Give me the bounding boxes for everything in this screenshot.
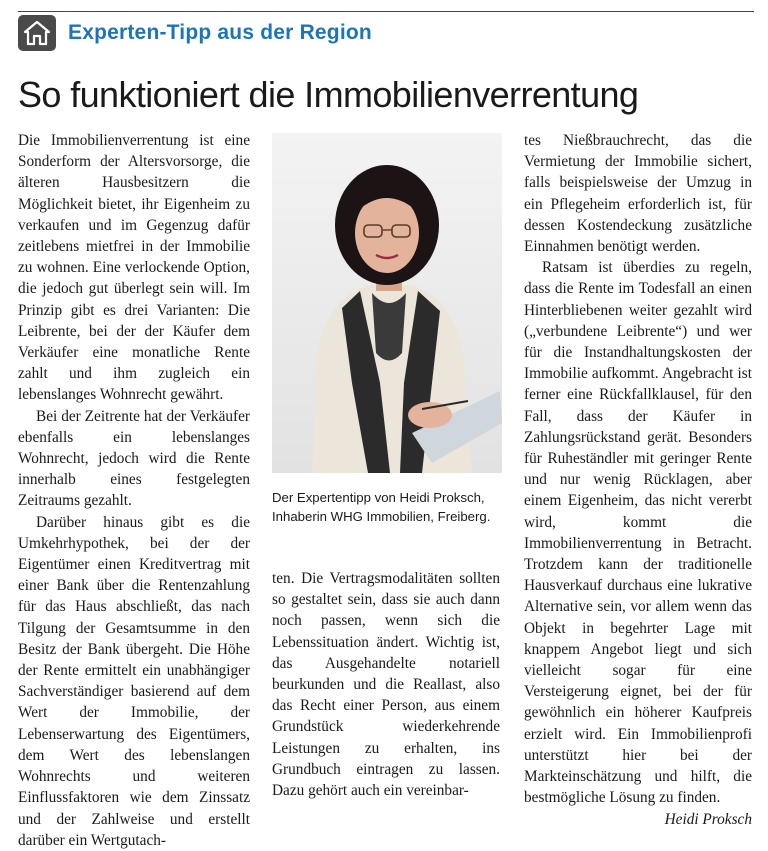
- rubric-label: Experten-Tipp aus der Region: [68, 21, 372, 44]
- expert-photo: [272, 133, 502, 473]
- paragraph: ten. Die Vertragsmodalitäten sollten so gestaltet sein, dass sie auch dann noch passen, wenn sich die Lebenssituation ändert. Wichtig ist, das Ausgehandelte notariell beurkunden und die Reallast, also das Recht einer Person, aus einem Grundstück wiederkehrende Leistungen zu erhalten, ins Grundbuch eintragen zu lassen. Dazu gehört auch ein vereinbar-: [272, 570, 500, 800]
- top-rule: [18, 11, 754, 12]
- article-column-1: [18, 130, 250, 851]
- paragraph: Ratsam ist überdies zu regeln, dass die Rente im Todesfall an einen Hinterbliebenen weiter gezahlt wird („verbundene Leibrente“) und wer für die Instandhaltungskosten der Immobilie aufkommt. Angebracht ist ferner eine Rückfallklausel, für den Fall, dass der Käufer in Zahlungsrückstand gerät. Besonders für Ruheständler mit geringer Rente und nur wenig Rücklagen, aber einem Eigenheim, das nicht vererbt wird, kommt die Immobilienverrentung in Betracht. Trotzdem kann der traditionelle Hausverkauf durchaus eine lukrative Alternative sein, vor allem wenn das Objekt in begehrter Lage mit knappem Angebot liegt und sich vielleicht sogar für eine Versteigerung eignet, bei der für gewöhnlich ein höherer Kaufpreis erzielt wird. Ein Immobilienprofi unterstützt hier bei der Markteinschätzung und hilft, die bestmögliche Lösung zu finden.: [524, 259, 752, 807]
- paragraph: Die Immobilienverrentung ist eine Sonderform der Altersvorsorge, die älteren Hausbesitzern die Möglichkeit bietet, ihr Eigenheim zu verkaufen und im Gegenzug dafür zeitlebens mietfrei in der Immobilie zu wohnen. Eine verlockende Option, die jedoch gut überlegt sein will. Im Prinzip gibt es drei Varianten: Die Leibrente, bei der der Käufer dem Verkäufer eine monatliche Rente zahlt und ihm zugleich ein lebenslanges Wohnrecht gewährt.: [18, 132, 250, 404]
- headline: So funktioniert die Immobilienverrentung: [18, 74, 639, 115]
- paragraph: Bei der Zeitrente hat der Verkäufer ebenfalls ein lebenslanges Wohnrecht, jedoch wird die Rente innerhalb eines festgelegten Zeitraums gezahlt.: [18, 407, 250, 510]
- author-byline: Heidi Proksch: [664, 810, 752, 828]
- rubric: [18, 14, 372, 52]
- paragraph: tes Nießbrauchrecht, das die Vermietung der Immobilie sichert, falls beispielsweise der Umzug in ein Pflegeheim erforderlich ist, für dessen Kostendeckung zusätzliche Einnahmen benötigt werden.: [524, 132, 752, 256]
- photo-caption: Der Expertentipp von Heidi Proksch, Inhaberin WHG Immobilien, Freiberg.: [272, 490, 491, 524]
- article-column-3: [524, 130, 752, 830]
- home-icon: [18, 15, 56, 51]
- article-column-2: [272, 568, 500, 801]
- paragraph: Darüber hinaus gibt es die Umkehrhypothek, bei der der Eigentümer einen Kreditvertrag mit einer Bank über die Rentenzahlung für das Haus abschließt, das nach Tilgung der Gesamtsumme in den Besitz der Bank übergeht. Die Höhe der Rente ermittelt ein unabhängiger Sachverständiger basierend auf dem Wert der Immobilie, der Lebenserwartung des Eigentümers, dem Wert des lebenslangen Wohnrechts und weiteren Einflussfaktoren wie dem Zinssatz und der Zahlweise und erstellt darüber ein Wertgutach-: [18, 513, 250, 849]
